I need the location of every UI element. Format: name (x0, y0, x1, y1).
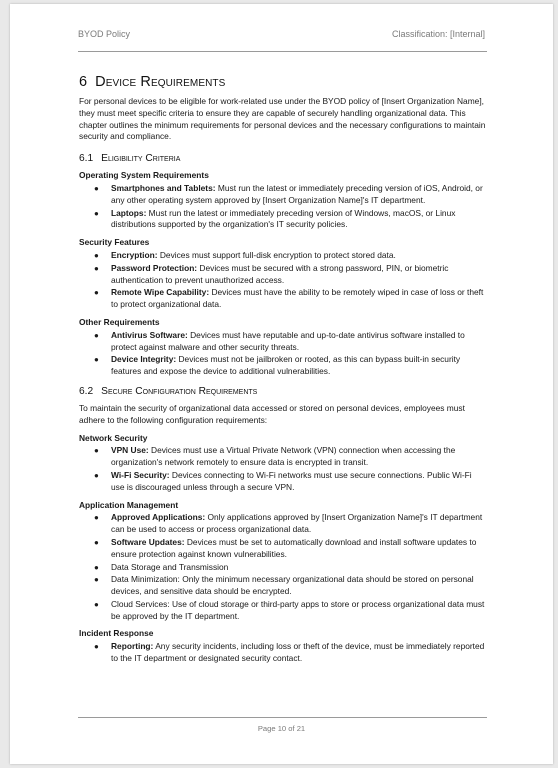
header-title: BYOD Policy (78, 29, 131, 39)
bullet-icon: ● (94, 208, 99, 218)
section-heading-6-1 (79, 153, 487, 164)
chapter-title: Device Requirements (95, 74, 226, 90)
item-text: Data Minimization: Only the minimum necessary organizational data should be stored on personal devices, and sensitive data should be encrypted. (111, 574, 474, 597)
item-term: Device Integrity: (111, 354, 177, 365)
page-header (78, 29, 485, 39)
list-item (79, 208, 487, 232)
bullet-icon: ● (94, 288, 99, 298)
bullet-list (79, 641, 487, 665)
subsection-heading: Other Requirements (79, 316, 160, 327)
item-text: Devices must use a Virtual Private Network (VPN) connection when accessing the organization's network remotely to ensure data is encrypted in transit. (111, 445, 456, 468)
bullet-list (79, 250, 487, 311)
bullet-icon: ● (94, 330, 99, 340)
item-term: Remote Wipe Capability: (111, 287, 210, 298)
item-term: Password Protection: (111, 262, 198, 273)
list-item (79, 512, 487, 536)
page-number: Page 10 of 21 (257, 724, 306, 733)
item-term: Approved Applications: (111, 512, 206, 523)
bullet-icon: ● (94, 575, 99, 585)
item-term: Antivirus Software: (111, 329, 188, 340)
item-text: Any security incidents, including loss or theft of the device, must be immediately reported to the IT department or designated security contact. (111, 641, 485, 664)
item-text: Devices must support full-disk encryption to protect stored data. (157, 249, 396, 260)
list-item (79, 599, 487, 623)
bullet-list (79, 512, 487, 622)
bullet-list (79, 330, 487, 378)
item-text: Devices must be set to automatically download and install software updates to ensure protection against known vulnerabilities. (111, 536, 477, 559)
list-item (79, 287, 487, 311)
item-term: VPN Use: (111, 445, 149, 456)
item-text: Devices must not be jailbroken or rooted, as this can bypass built-in security features and expose the device to additional vulnerabilities. (111, 354, 461, 377)
list-item (79, 250, 487, 262)
list-item (79, 470, 487, 494)
list-item (79, 354, 487, 378)
subsection-heading: Application Management (79, 499, 179, 510)
bullet-icon: ● (94, 513, 99, 523)
list-item (79, 263, 487, 287)
bullet-list (79, 445, 487, 493)
list-item (79, 641, 487, 665)
item-term: Reporting: (111, 641, 154, 652)
page-body (79, 74, 487, 666)
list-item (79, 445, 487, 469)
section-title: Secure Configuration Requirements (101, 385, 258, 397)
bullet-icon: ● (94, 642, 99, 652)
section-number: 6.1 (79, 153, 94, 165)
bullet-icon: ● (94, 562, 99, 572)
chapter-number: 6 (79, 74, 88, 90)
bullet-icon: ● (94, 250, 99, 260)
list-item (79, 330, 487, 354)
subsection-heading: Network Security (79, 432, 148, 443)
bullet-icon: ● (94, 599, 99, 609)
subsection-heading: Security Features (79, 237, 150, 248)
item-text: Only applications approved by [Insert Organization Name]'s IT department can be used to access or process organizational data. (111, 512, 483, 535)
item-text: Devices must have reputable and up-to-date antivirus software installed to protect against malware and other security threats. (111, 329, 465, 352)
item-text: Devices connecting to Wi-Fi networks must use secure connections. Public Wi-Fi use is discouraged unless through a secure VPN. (111, 469, 472, 492)
chapter-heading (79, 74, 487, 90)
item-term: Encryption: (111, 249, 158, 260)
footer-divider (78, 717, 487, 718)
header-divider (78, 51, 487, 52)
list-item (79, 537, 487, 561)
subsection-heading: Operating System Requirements (79, 170, 209, 181)
section-heading-6-2 (79, 386, 487, 397)
item-text: Must run the latest or immediately preceding version of Windows, macOS, or Linux distributions supported by the organization's IT security policies. (111, 207, 456, 230)
document-page (10, 4, 553, 764)
section-title: Eligibility Criteria (101, 153, 181, 165)
section-number: 6.2 (79, 385, 94, 397)
bullet-icon: ● (94, 263, 99, 273)
item-term: Smartphones and Tablets: (111, 182, 216, 193)
chapter-intro: For personal devices to be eligible for work-related use under the BYOD policy of [Insert Organization Name], they must meet specific criteria to ensure they are capable of securely handling organizational data. This chapter outlines the minimum requirements for personal devices and the necessary configurations to maintain security and compliance. (79, 96, 486, 142)
item-text: Data Storage and Transmission (111, 561, 229, 572)
header-classification: Classification: [Internal] (391, 29, 485, 39)
bullet-icon: ● (94, 537, 99, 547)
item-term: Software Updates: (111, 536, 185, 547)
item-text: Devices must be secured with a strong password, PIN, or biometric authentication to prevent unauthorized access. (111, 262, 449, 285)
list-item (79, 183, 487, 207)
item-text: Devices must have the ability to be remotely wiped in case of loss or theft to protect organizational data. (111, 287, 484, 310)
item-text: Must run the latest or immediately preceding version of iOS, Android, or any other operating system approved by [Insert Organization Name]'s IT department. (111, 182, 483, 205)
item-term: Wi-Fi Security: (111, 469, 170, 480)
section-6-1-body (79, 170, 487, 378)
bullet-list (79, 183, 487, 231)
bullet-icon: ● (94, 446, 99, 456)
section-intro: To maintain the security of organizational data accessed or stored on personal devices, employees must adhere to the following configuration requirements: (79, 402, 465, 425)
section-6-2-body (79, 433, 487, 665)
list-item (79, 574, 487, 598)
bullet-icon: ● (94, 355, 99, 365)
item-term: Laptops: (111, 207, 147, 218)
item-text: Cloud Services: Use of cloud storage or third-party apps to store or process organizational data must be approved by the IT department. (111, 598, 485, 621)
subsection-heading: Incident Response (79, 628, 154, 639)
bullet-icon: ● (94, 470, 99, 480)
bullet-icon: ● (94, 183, 99, 193)
list-item (79, 562, 487, 574)
